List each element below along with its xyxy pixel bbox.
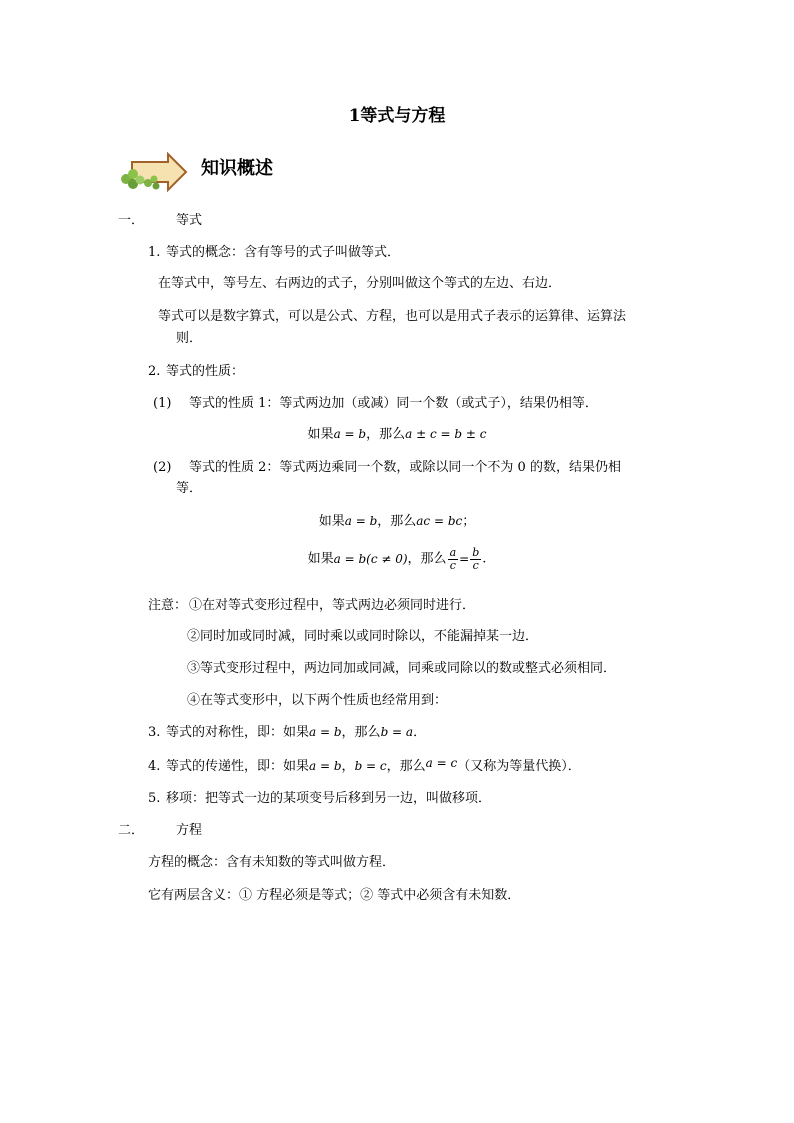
formula-connector: ，那么 xyxy=(377,514,417,529)
formula-expr: a = b xyxy=(344,514,378,528)
item-3-text xyxy=(166,726,426,739)
item-4-text xyxy=(166,756,581,774)
item-5-text: 移项：把等式一边的某项变号后移到另一边，叫做移项． xyxy=(166,791,492,806)
item-5-number: 5. xyxy=(148,791,161,806)
page-title: 1等式与方程 xyxy=(348,106,446,126)
property-1-text: 等式的性质 1：等式两边加（或减）同一个数（或式子），结果仍相等． xyxy=(189,396,598,411)
equation-meanings: 它有两层含义：① 方程必须是等式；② 等式中必须含有未知数． xyxy=(148,888,521,903)
formula-end: ． xyxy=(413,725,427,740)
item-4-number: 4. xyxy=(148,759,161,774)
formula-end: . xyxy=(482,551,487,567)
formula-equals: = xyxy=(459,552,470,567)
formula-prefix: 如果 xyxy=(318,514,345,529)
note-2: ②同时加或同时减，同时乘以或同时除以，不能漏掉某一边． xyxy=(187,629,539,644)
property-2-formula-1 xyxy=(0,515,794,528)
section-2-title: 方程 xyxy=(176,823,203,838)
formula-connector: ，那么 xyxy=(407,551,447,567)
arrow-clover-icon xyxy=(118,152,190,194)
formula-expr: b = a xyxy=(380,725,414,739)
item-1-number: 1. xyxy=(148,245,161,260)
formula-connector: ，那么 xyxy=(386,759,426,774)
formula-expr: b = c xyxy=(354,759,387,773)
fraction-numerator: b xyxy=(472,546,480,559)
item-1-text: 等式的概念：含有等号的式子叫做等式． xyxy=(166,245,401,260)
notes-label: 注意： xyxy=(148,598,188,613)
formula-expr: a = b xyxy=(333,427,367,441)
item-4-suffix: （又称为等量代换）． xyxy=(457,759,581,774)
formula-expr: a = b xyxy=(309,759,342,773)
item-1-sub2b: 则． xyxy=(176,331,203,346)
formula-expr: ac = bc xyxy=(416,514,463,528)
fraction-numerator: a xyxy=(449,546,457,559)
fraction-denominator: c xyxy=(449,558,456,572)
fraction-b-over-c xyxy=(470,547,481,571)
property-2-formula-2 xyxy=(0,547,794,571)
formula-separator: ， xyxy=(341,759,355,774)
formula-expr: a = c xyxy=(425,756,458,770)
item-1-sub1: 在等式中，等号左、右两边的式子，分别叫做这个等式的左边、右边． xyxy=(158,276,562,291)
equation-definition: 方程的概念：含有未知数的等式叫做方程． xyxy=(148,855,396,870)
formula-expr: a = b(c ≠ 0) xyxy=(333,552,408,567)
formula-prefix: 如果 xyxy=(307,551,334,567)
item-2-number: 2. xyxy=(148,364,161,379)
section-1-title: 等式 xyxy=(176,213,203,228)
property-2-text-b: 等． xyxy=(176,481,203,496)
item-4-prefix: 等式的传递性，即：如果 xyxy=(166,759,310,774)
property-2-text-a: 等式的性质 2：等式两边乘同一个数，或除以同一个不为 0 的数，结果仍相 xyxy=(189,460,621,475)
formula-prefix: 如果 xyxy=(307,427,334,442)
fraction-denominator: c xyxy=(472,558,479,572)
property-1-number: (1) xyxy=(153,396,172,411)
formula-expr: a ± c = b ± c xyxy=(405,427,487,441)
item-3-prefix: 等式的对称性，即：如果 xyxy=(166,725,310,740)
note-3: ③等式变形过程中，两边同加或同减，同乘或同除以的数或整式必须相同． xyxy=(187,661,617,676)
property-2-number: (2) xyxy=(153,460,172,475)
formula-end: ； xyxy=(462,514,476,529)
section-2-number: 二． xyxy=(118,823,145,838)
note-4: ④在等式变形中，以下两个性质也经常用到： xyxy=(187,693,448,708)
section-1-number: 一． xyxy=(118,213,145,228)
property-1-formula xyxy=(0,428,794,441)
fraction-a-over-c xyxy=(448,547,459,571)
item-1-sub2a: 等式可以是数字算式，可以是公式、方程，也可以是用式子表示的运算律、运算法 xyxy=(158,309,627,324)
note-1: ①在对等式变形过程中，等式两边必须同时进行． xyxy=(189,598,476,613)
formula-connector: ，那么 xyxy=(366,427,406,442)
item-2-text: 等式的性质： xyxy=(166,364,245,379)
section-header-label: 知识概述 xyxy=(201,158,273,179)
formula-expr: a = b xyxy=(309,725,342,739)
item-3-number: 3. xyxy=(148,725,161,740)
formula-connector: ，那么 xyxy=(341,725,381,740)
